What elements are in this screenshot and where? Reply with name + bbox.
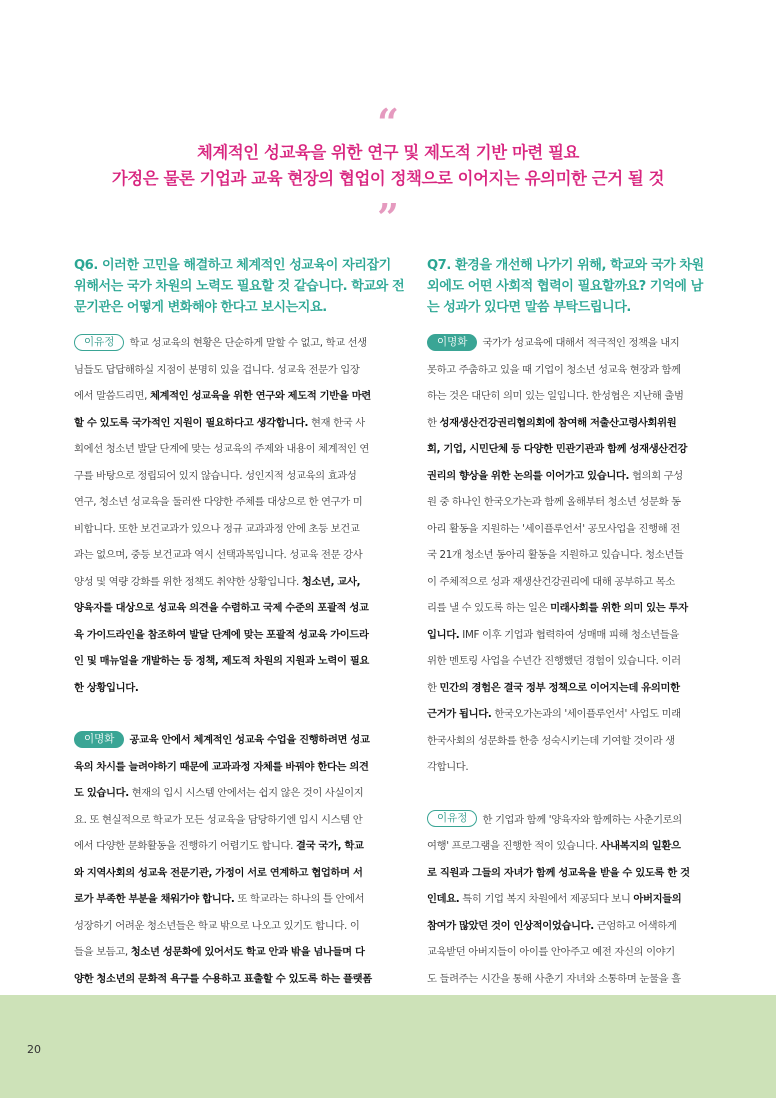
right-column [427,255,745,1019]
bold-text-run: 사내복지의 일환으 [600,840,681,852]
text-run: 아리 활동을 지원하는 '세이플루언서' 공모사업을 진행해 전 [427,522,680,535]
answer-line [427,728,745,755]
answer-line [427,330,745,357]
text-run: 각합니다. [427,761,469,773]
bold-text-run: 인 및 매뉴얼을 개발하는 등 정책, 제도적 차원의 지원과 노력이 필요 [74,655,370,667]
text-run: 과는 없으며, 중등 보건교과 역시 선택과목입니다. 성교육 전문 강사 [74,549,363,561]
bold-text-run: 결국 국가, 학교 [296,840,364,852]
answer-line [74,516,392,543]
question-q6 [74,255,405,318]
answer-gap [74,701,392,727]
answer-line [74,595,392,622]
question-line: 외에도 어떤 사회적 협력이 필요할까요? 기억에 남 [427,279,703,294]
question-line: 위해서는 국가 차원의 노력도 필요할 것 같습니다. 학교와 전 [74,279,405,294]
speaker-tag: 이유정 [427,810,477,827]
question-line: Q7. 환경을 개선해 나가기 위해, 학교와 국가 차원 [427,258,704,273]
speaker-tag: 이명화 [74,731,124,748]
bold-text-run: 체계적인 성교육을 위한 연구와 제도적 기반을 마련 [149,390,371,402]
bold-text-run: 로가 부족한 부분을 채워가야 합니다. [74,893,235,905]
answer-line [74,754,392,781]
text-run: 양성 및 역량 강화를 위한 정책도 취약한 상황입니다. [74,575,302,588]
answer-line [427,542,745,569]
text-run: IMF 이후 기업과 협력하여 성매매 피해 청소년들을 [459,628,679,641]
text-run: 원 중 하나인 한국오가논과 함께 올해부터 청소년 성문화 동 [427,496,681,508]
answer-line [74,542,392,569]
answer-line [74,913,392,940]
answer-line [427,886,745,913]
text-run: 또 학교라는 하나의 틀 안에서 [234,893,365,905]
speaker-tag: 이유정 [74,334,124,351]
answer-line [427,622,745,649]
answer-line [427,807,745,834]
answer-line [74,860,392,887]
text-run: 구를 바탕으로 정립되어 있지 않습니다. 성인지적 성교육의 효과성 [74,469,357,482]
answer-line [427,648,745,675]
answer-line [427,966,745,993]
speaker-tag: 이명화 [427,334,477,351]
answer-line [427,383,745,410]
question-q7 [427,255,745,318]
answer-line [74,357,392,384]
pullquote-line-1: 체계적인 성교육을 위한 연구 및 제도적 기반 마련 필요 [197,143,579,162]
text-run: 여행' 프로그램을 진행한 적이 있습니다. [427,840,601,852]
answer-block [427,330,745,781]
text-run: 들을 보듬고, [74,946,131,958]
text-run: 학교 성교육의 현황은 단순하게 말할 수 없고, 학교 선생 [129,337,367,349]
text-run: 님들도 답답해하실 지점이 분명히 있을 겁니다. 성교육 전문가 입장 [74,363,360,376]
answer-line [74,410,392,437]
open-quote-mark: “ [377,100,399,145]
text-run: 현재 한국 사 [308,416,365,429]
text-run: 요. 또 현실적으로 학교가 모든 성교육을 담당하기엔 입시 시스템 안 [74,813,363,826]
answer-line [74,727,392,754]
answer-line [427,595,745,622]
answer-line [74,463,392,490]
answer-line [74,675,392,702]
text-run: 국가가 성교육에 대해서 적극적인 정책을 내지 [482,337,680,349]
text-run: 한국사회의 성문화를 한층 성숙시키는데 기여할 것이라 생 [427,734,675,747]
text-run: 도 들려주는 시간을 통해 사춘기 자녀와 소통하며 눈물을 흘 [427,972,681,985]
answer-line [427,357,745,384]
question-line: Q6. 이러한 고민을 해결하고 체계적인 성교육이 자리잡기 [74,258,391,273]
bold-text-run: 공교육 안에서 체계적인 성교육 수업을 진행하려면 성교 [129,734,370,746]
bold-text-run: 인데요. [427,893,460,905]
bold-text-run: 양한 청소년의 문화적 욕구를 수용하고 표출할 수 있도록 하는 플랫폼 [74,972,372,985]
answer-line [74,807,392,834]
text-run: 한국오가논과의 '세이플루언서' 사업도 미래 [491,708,681,720]
bold-text-run: 한 상황입니다. [74,681,139,694]
bold-text-run: 청소년, 교사, [301,575,361,588]
text-run: 현재의 입시 시스템 안에서는 쉽지 않은 것이 사실이지 [128,787,364,799]
bold-text-run: 도 있습니다. [74,787,129,799]
answer-line [427,516,745,543]
text-run: 하는 것은 대단히 의미 있는 일입니다. 한성협은 지난해 출범 [427,390,684,402]
answer-line [427,860,745,887]
answer-line [74,939,392,966]
text-run: 한 [427,416,440,429]
answer-block [74,727,392,1019]
bold-text-run: 양육자를 대상으로 성교육 의견을 수렴하고 국제 수준의 포괄적 성교 [74,602,369,614]
text-run: 에서 다양한 문화활동을 진행하기 어렵기도 합니다. [74,840,296,852]
text-run: 이 주체적으로 성과 재생산건강권리에 대해 공부하고 목소 [427,575,675,588]
answer-line [74,489,392,516]
answer-block [427,807,745,1019]
text-run: 연구, 청소년 성교육을 둘러싼 다양한 주체를 대상으로 한 연구가 미 [74,496,363,508]
bold-text-run: 성재생산건강권리협의회에 참여해 저출산고령사회위원 [439,416,677,429]
text-run: 못하고 주춤하고 있을 때 기업이 청소년 성교육 현장과 함께 [427,363,681,376]
answer-line [427,833,745,860]
text-run: 성장하기 어려운 청소년들은 학교 밖으로 나오고 있기도 합니다. 이 [74,919,360,932]
answer-block [74,330,392,701]
bold-text-run: 근거가 됩니다. [427,708,492,720]
bold-text-run: 아버지들의 [633,893,682,905]
answer-line [427,569,745,596]
page-number: 20 [27,1043,41,1056]
bold-text-run: 참여가 많았던 것이 인상적이었습니다. [427,919,594,932]
answer-line [427,489,745,516]
answer-line [427,913,745,940]
bold-text-run: 할 수 있도록 국가적인 지원이 필요하다고 생각합니다. [74,416,309,429]
bold-text-run: 권리의 향상을 위한 논의를 이어가고 있습니다. [427,469,630,482]
answer-line [74,780,392,807]
footer-band [0,995,776,1098]
text-run: 한 [427,681,440,694]
text-run: 특히 기업 복지 차원에서 제공되다 보니 [459,893,634,905]
answer-line [74,330,392,357]
answer-line [427,754,745,781]
answer-line [74,383,392,410]
answer-line [74,648,392,675]
answer-line [74,569,392,596]
answer-line [427,939,745,966]
bold-text-run: 와 지역사회의 성교육 전문기관, 가정이 서로 연계하고 협업하며 서 [74,866,363,879]
question-line: 문기관은 어떻게 변화해야 한다고 보시는지요. [74,300,327,315]
answer-line [74,622,392,649]
bold-text-run: 미래사회를 위한 의미 있는 투자 [550,602,688,614]
answer-line [427,436,745,463]
answer-line [74,966,392,993]
text-run: 국 21개 청소년 동아리 활동을 지원하고 있습니다. 청소년들 [427,549,684,561]
bold-text-run: 육 가이드라인을 참조하여 발달 단계에 맞는 포괄적 성교육 가이드라 [74,628,369,641]
close-quote-mark: ” [377,195,399,240]
pullquote-line-2: 가정은 물론 기업과 교육 현장의 협업이 정책으로 이어지는 유의미한 근거 될 것 [111,169,665,188]
text-run: 비합니다. 또한 보건교과가 있으나 정규 교과과정 안에 초등 보건교 [74,522,360,535]
text-run: 한 기업과 함께 '양육자와 함께하는 사춘기로의 [482,813,682,826]
bold-text-run: 회, 기업, 시민단체 등 다양한 민관기관과 함께 성재생산건강 [427,443,688,455]
text-run: 교육받던 아버지들이 아이를 안아주고 예전 자신의 이야기 [427,946,675,958]
answer-gap [427,781,745,807]
answer-line [427,463,745,490]
bold-text-run: 로 직원과 그들의 자녀가 함께 성교육을 받을 수 있도록 한 것 [427,866,690,879]
answer-line [74,886,392,913]
text-run: 위한 멘토링 사업을 수년간 진행했던 경험이 있습니다. 이러 [427,655,681,667]
bold-text-run: 민간의 경험은 결국 정부 정책으로 이어지는데 유의미한 [439,681,680,694]
text-run: 회에선 청소년 발달 단계에 맞는 성교육의 주제와 내용이 체계적인 연 [74,443,370,455]
bold-text-run: 육의 차시를 늘려야하기 때문에 교과과정 자체를 바꿔야 한다는 의견 [74,760,369,773]
text-run: 협의회 구성 [629,469,683,482]
answer-line [427,701,745,728]
text-run: 근엄하고 어색하게 [593,919,677,932]
answer-line [74,436,392,463]
answer-line [427,675,745,702]
answer-line [74,833,392,860]
bold-text-run: 입니다. [427,628,460,641]
question-line: 는 성과가 있다면 말씀 부탁드립니다. [427,300,631,315]
text-run: 리를 낼 수 있도록 하는 일은 [427,602,551,614]
text-run: 에서 말씀드리면, [74,390,150,402]
answer-line [427,410,745,437]
bold-text-run: 청소년 성문화에 있어서도 학교 안과 밖을 넘나들며 다 [130,946,365,958]
left-column [74,255,405,1019]
